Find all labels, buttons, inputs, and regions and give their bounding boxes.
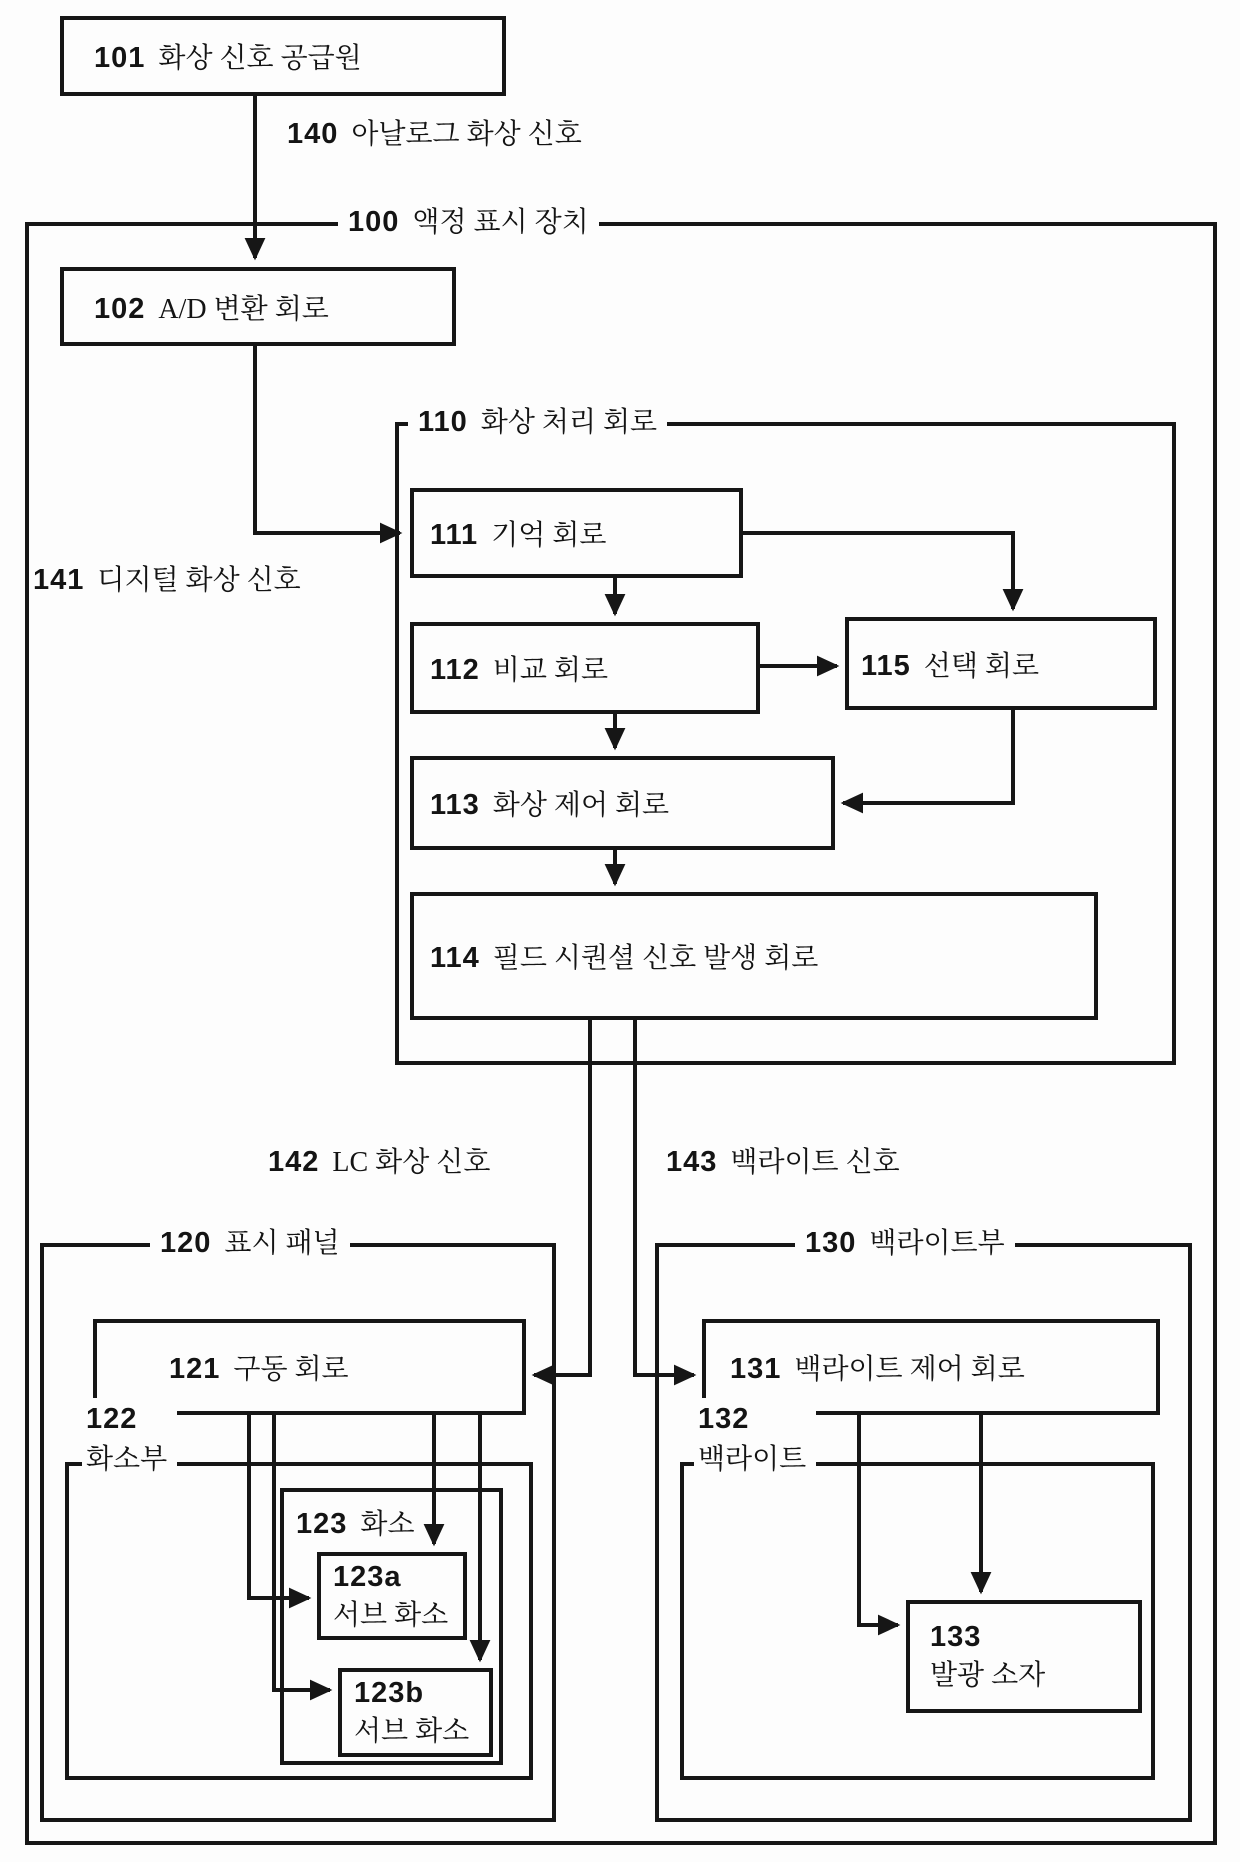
- ref-130: 130: [805, 1227, 857, 1259]
- label-100-lcd-device: [338, 201, 599, 244]
- ref-142: 142: [268, 1146, 320, 1178]
- ref-132: 132: [698, 1403, 750, 1435]
- label-143-text: 백라이트 신호: [730, 1147, 900, 1178]
- box-112-comparison-circuit: [410, 622, 760, 714]
- ref-143: 143: [666, 1146, 718, 1178]
- box-101-image-signal-source: [60, 16, 506, 96]
- box-123b-subpixel: [338, 1668, 493, 1757]
- ref-114: 114: [430, 942, 480, 974]
- ref-120: 120: [160, 1227, 212, 1259]
- box-114-label: 필드 시퀀셜 신호 발생 회로: [492, 943, 819, 974]
- label-140-analog-image-signal: [287, 112, 582, 157]
- box-113-image-control-circuit: [410, 756, 835, 850]
- ref-131: 131: [730, 1353, 782, 1385]
- label-141-text: 디지털 화상 신호: [97, 565, 301, 596]
- ref-141: 141: [33, 564, 85, 596]
- label-130-text: 백라이트부: [869, 1228, 1005, 1259]
- box-133-label: 발광 소자: [930, 1660, 1046, 1692]
- label-110-image-processing-circuit: [408, 401, 667, 444]
- label-132-text: 백라이트: [698, 1444, 807, 1476]
- label-143-backlight-signal: [666, 1140, 900, 1185]
- box-115-label: 선택 회로: [923, 650, 1039, 682]
- box-112-label: 비교 회로: [492, 655, 608, 686]
- label-122-pixel-portion: [82, 1398, 177, 1483]
- ref-122: 122: [86, 1403, 138, 1435]
- label-110-text: 화상 처리 회로: [480, 407, 658, 438]
- ref-115: 115: [861, 649, 911, 682]
- label-120-display-panel: [150, 1222, 350, 1265]
- label-140-text: 아날로그 화상 신호: [351, 119, 582, 150]
- label-141-digital-image-signal: [33, 558, 301, 603]
- box-102-label: A/D 변환 회로: [158, 293, 329, 325]
- ref-140: 140: [287, 118, 339, 150]
- ref-123b: 123b: [354, 1677, 425, 1710]
- label-142-text: LC 화상 신호: [332, 1147, 491, 1178]
- box-115-selection-circuit: [845, 617, 1157, 710]
- ref-102: 102: [94, 292, 146, 325]
- ref-123: 123: [296, 1508, 348, 1540]
- ref-123a: 123a: [333, 1560, 402, 1593]
- ref-113: 113: [430, 789, 480, 821]
- label-142-lc-image-signal: [268, 1140, 490, 1185]
- box-113-label: 화상 제어 회로: [492, 790, 670, 821]
- box-123b-label: 서브 화소: [354, 1716, 470, 1748]
- ref-111: 111: [430, 519, 479, 551]
- box-114-field-sequential-signal-generator: [410, 892, 1098, 1020]
- box-111-label: 기억 회로: [491, 520, 607, 551]
- box-123-label: 화소: [360, 1509, 415, 1540]
- label-130-backlight-unit: [795, 1222, 1015, 1265]
- box-131-label: 백라이트 제어 회로: [794, 1354, 1025, 1385]
- box-133-light-emitting-element: [906, 1600, 1142, 1713]
- label-100-text: 액정 표시 장치: [412, 207, 589, 238]
- box-123a-label: 서브 화소: [333, 1599, 449, 1631]
- box-111-memory-circuit: [410, 488, 743, 578]
- ref-110: 110: [418, 406, 468, 438]
- label-120-text: 표시 패널: [224, 1228, 340, 1259]
- box-101-label: 화상 신호 공급원: [158, 43, 362, 74]
- label-132-backlight: [694, 1398, 816, 1483]
- ref-121: 121: [169, 1353, 221, 1385]
- ref-101: 101: [94, 42, 146, 74]
- box-123a-subpixel: [317, 1552, 467, 1640]
- box-121-label: 구동 회로: [233, 1354, 349, 1385]
- ref-112: 112: [430, 654, 480, 686]
- label-122-text: 화소부: [86, 1444, 168, 1476]
- ref-100: 100: [348, 206, 400, 238]
- box-102-ad-converter: [60, 267, 456, 346]
- ref-133: 133: [930, 1621, 982, 1654]
